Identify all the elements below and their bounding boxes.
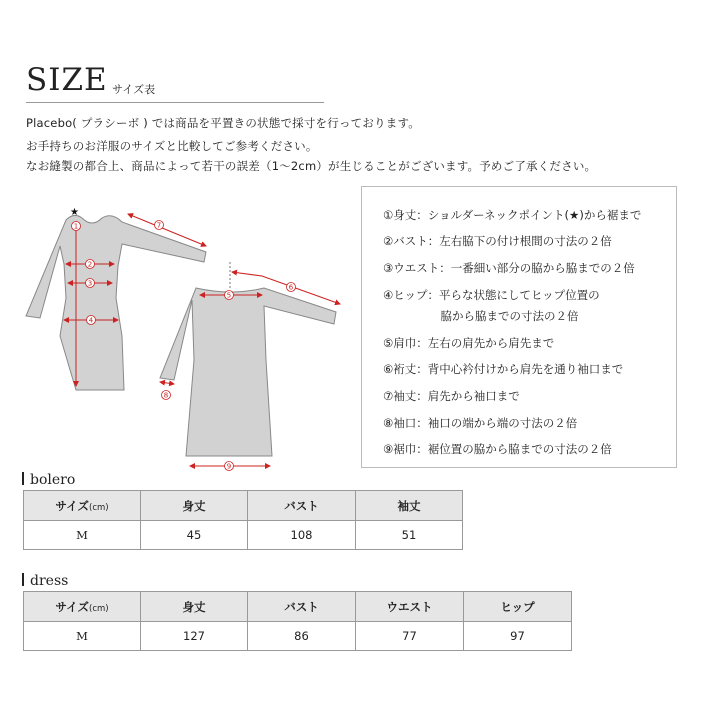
cell-bust: 86 bbox=[248, 622, 356, 651]
page-title: SIZE bbox=[26, 62, 108, 98]
cell-size: M bbox=[24, 521, 141, 550]
header-length: 身丈 bbox=[141, 491, 248, 521]
dress-back-shape bbox=[160, 288, 336, 456]
header-size: サイズ(cm) bbox=[24, 592, 141, 622]
marker-6 bbox=[287, 283, 296, 292]
table-row bbox=[24, 622, 572, 651]
svg-text:3: 3 bbox=[87, 279, 93, 288]
header-size: サイズ(cm) bbox=[24, 491, 141, 521]
marker-7 bbox=[155, 221, 164, 230]
marker-8 bbox=[162, 391, 171, 400]
bolero-label-text: bolero bbox=[30, 472, 76, 488]
svg-text:7: 7 bbox=[156, 221, 162, 230]
legend-item-7: ⑦袖丈：肩先から袖口まで bbox=[383, 389, 520, 403]
bolero-label bbox=[22, 472, 75, 488]
marker-5 bbox=[225, 291, 234, 300]
svg-text:5: 5 bbox=[226, 291, 232, 300]
bolero-size-table bbox=[23, 490, 463, 550]
legend-item-5: ⑤肩巾：左右の肩先から肩先まで bbox=[383, 336, 555, 350]
legend-item-9: ⑨裾巾：裾位置の脇から脇までの寸法の２倍 bbox=[383, 442, 612, 456]
cell-length: 45 bbox=[141, 521, 248, 550]
table-header-row bbox=[24, 592, 572, 622]
marker-9 bbox=[225, 462, 234, 471]
dress-front-shape bbox=[26, 215, 206, 390]
header-length: 身丈 bbox=[141, 592, 248, 622]
section-bar bbox=[22, 472, 24, 485]
legend-item-4: ④ヒップ：平らな状態にしてヒップ位置の bbox=[383, 288, 600, 302]
star-icon: ★ bbox=[70, 207, 79, 218]
table-header-row bbox=[24, 491, 463, 521]
legend-item-6: ⑥裄丈：背中心衿付けから肩先を通り袖口まで bbox=[383, 362, 624, 376]
front-dress bbox=[26, 207, 206, 390]
svg-text:4: 4 bbox=[88, 316, 94, 325]
cell-size: M bbox=[24, 622, 141, 651]
intro-line-1: Placebo( プラシーボ ) では商品を平置きの状態で採寸を行っております。 bbox=[26, 116, 420, 130]
header-bust: バスト bbox=[248, 491, 356, 521]
legend-item-3: ③ウエスト：一番細い部分の脇から脇までの２倍 bbox=[383, 261, 635, 275]
header-hip: ヒップ bbox=[464, 592, 572, 622]
legend-item-2: ②バスト：左右脇下の付け根間の寸法の２倍 bbox=[383, 234, 612, 248]
cell-length: 127 bbox=[141, 622, 248, 651]
dress-size-table bbox=[23, 591, 572, 651]
svg-text:1: 1 bbox=[73, 222, 79, 231]
section-bar bbox=[22, 573, 24, 586]
dress-label bbox=[22, 573, 68, 589]
svg-text:2: 2 bbox=[87, 260, 93, 269]
svg-text:8: 8 bbox=[163, 391, 169, 400]
legend-item-8: ⑧袖口：袖口の端から端の寸法の２倍 bbox=[383, 416, 578, 430]
legend-item-4-cont: 脇から脇までの寸法の２倍 bbox=[383, 309, 579, 323]
intro-line-3: なお縫製の都合上、商品によって若干の誤差（1～2cm）が生じることがございます。予めご了承ください。 bbox=[26, 159, 597, 173]
cell-bust: 108 bbox=[248, 521, 356, 550]
page-subtitle: サイズ表 bbox=[112, 83, 156, 96]
marker-2 bbox=[86, 260, 95, 269]
marker-3 bbox=[86, 279, 95, 288]
header-waist: ウエスト bbox=[356, 592, 464, 622]
table-row bbox=[24, 521, 463, 550]
svg-text:6: 6 bbox=[288, 283, 294, 292]
cell-sleeve: 51 bbox=[356, 521, 463, 550]
marker-1 bbox=[72, 222, 81, 231]
cell-hip: 97 bbox=[464, 622, 572, 651]
back-dress bbox=[160, 262, 340, 466]
measure-line-8 bbox=[160, 382, 174, 384]
header-sleeve: 袖丈 bbox=[356, 491, 463, 521]
header-bust: バスト bbox=[248, 592, 356, 622]
legend-item-1: ①身丈：ショルダーネックポイント(★)から裾まで bbox=[383, 208, 642, 222]
dress-label-text: dress bbox=[30, 573, 69, 589]
cell-waist: 77 bbox=[356, 622, 464, 651]
marker-4 bbox=[87, 316, 96, 325]
intro-line-2: お手持ちのお洋服のサイズと比較してご参考ください。 bbox=[26, 139, 318, 153]
svg-text:9: 9 bbox=[226, 462, 232, 471]
